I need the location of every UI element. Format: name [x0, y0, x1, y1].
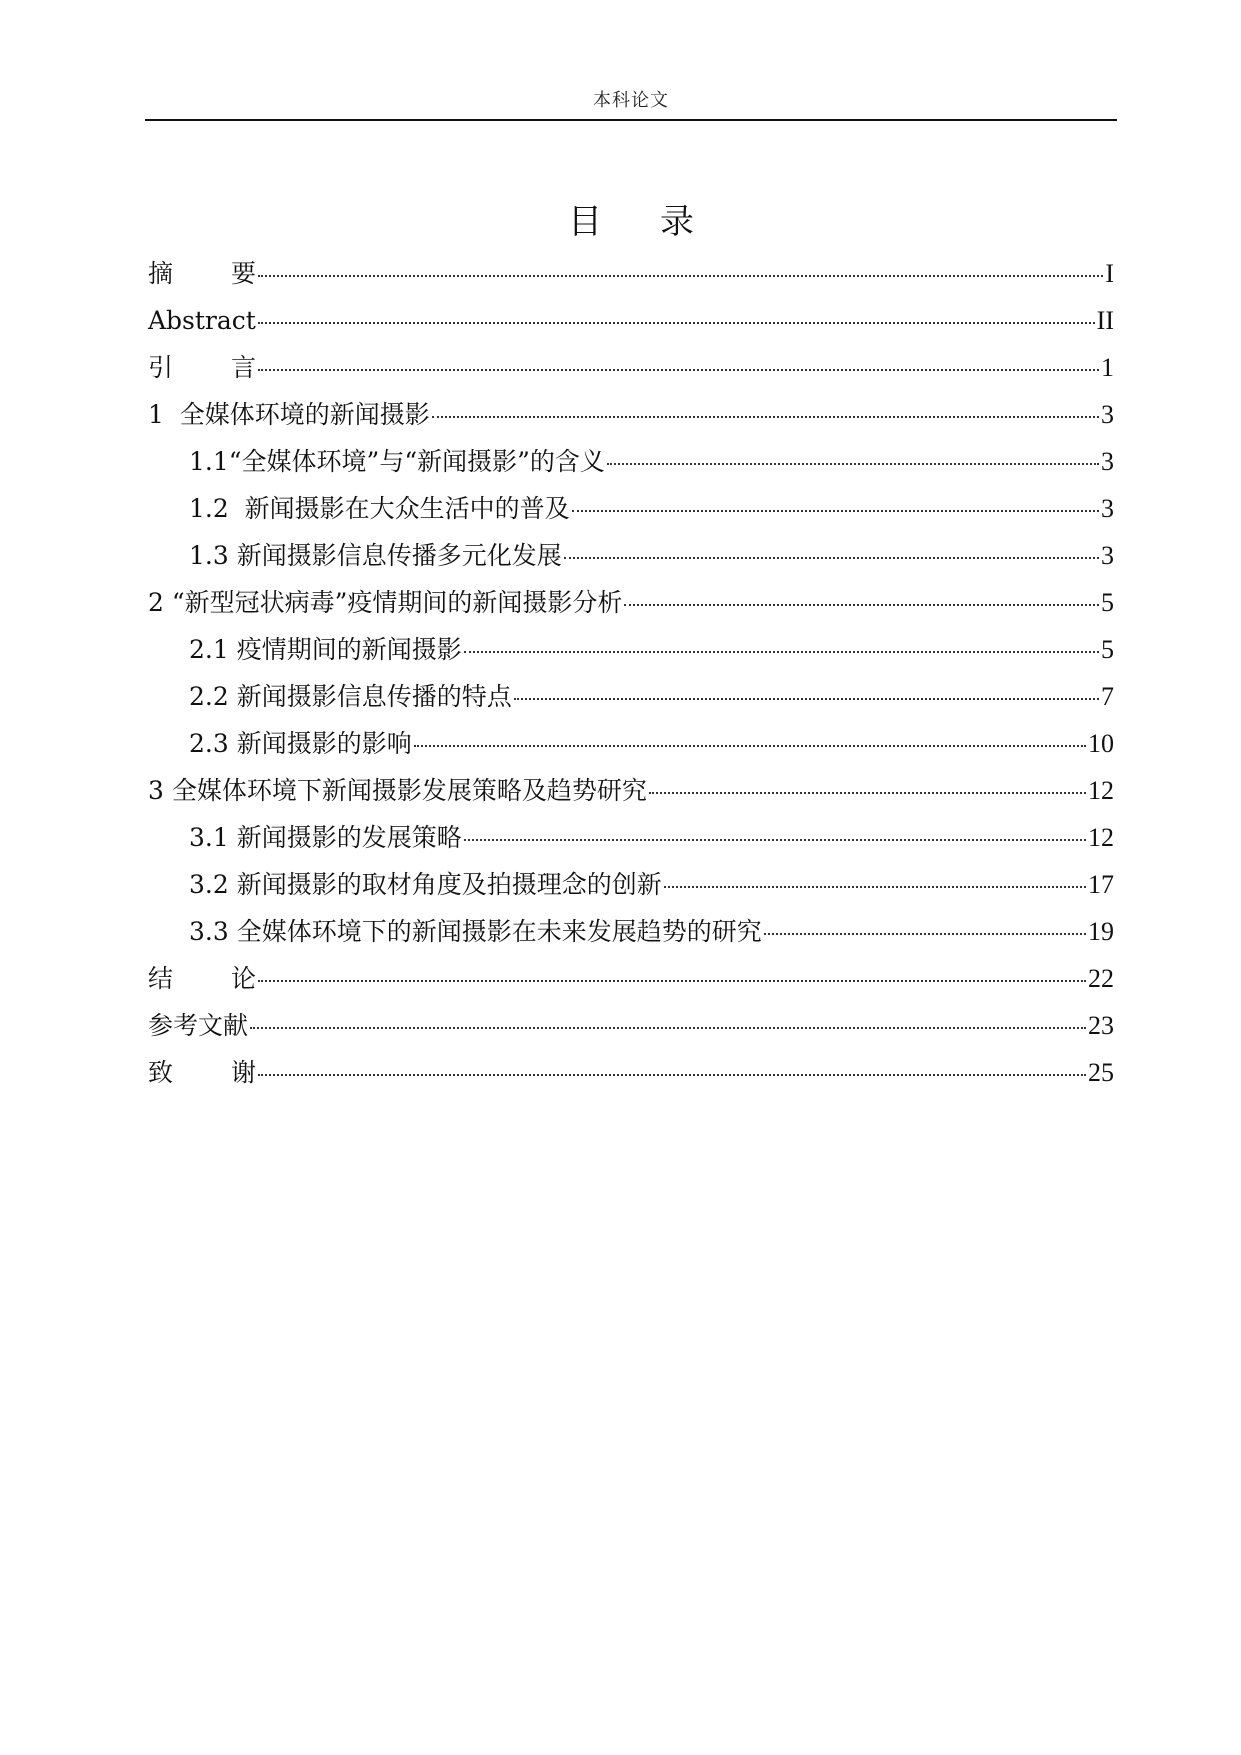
toc-entry-label: 3.3 全媒体环境下的新闻摄影在未来发展趋势的研究 — [189, 917, 762, 946]
header-rule — [145, 119, 1117, 121]
toc-entry-page: 3 — [1101, 447, 1114, 476]
toc-entry-page: I — [1105, 259, 1114, 288]
toc-dot-leader — [572, 510, 1099, 512]
toc-entry-label: 1.1“全媒体环境”与“新闻摄影”的含义 — [189, 447, 605, 476]
toc-entry-page: 10 — [1088, 729, 1114, 758]
toc-entry-page: 19 — [1088, 917, 1114, 946]
toc-entry[interactable] — [148, 720, 1114, 767]
toc-entry-page: 5 — [1101, 588, 1114, 617]
toc-entry-page: 22 — [1088, 964, 1114, 993]
toc-entry[interactable] — [148, 814, 1114, 861]
toc-dot-leader — [464, 651, 1099, 653]
toc-dot-leader — [414, 745, 1086, 747]
toc-entry[interactable] — [148, 1002, 1114, 1049]
toc-entry[interactable] — [148, 861, 1114, 908]
toc-entry-label: 2.3 新闻摄影的影响 — [189, 729, 412, 758]
toc-entry-page: 3 — [1101, 541, 1114, 570]
toc-entry-label: Abstract — [148, 306, 256, 335]
toc-dot-leader — [258, 275, 1103, 277]
toc-entry-page: 12 — [1088, 823, 1114, 852]
toc-entry[interactable] — [148, 391, 1114, 438]
toc-list — [148, 250, 1114, 1096]
toc-dot-leader — [649, 792, 1086, 794]
toc-entry-page: 23 — [1088, 1011, 1114, 1040]
toc-entry-page: II — [1096, 306, 1114, 335]
toc-entry[interactable] — [148, 438, 1114, 485]
toc-entry-label: 1.3 新闻摄影信息传播多元化发展 — [189, 541, 562, 570]
toc-entry-label: 摘要 — [148, 259, 315, 288]
toc-entry-label: 3.2 新闻摄影的取材角度及拍摄理念的创新 — [189, 870, 662, 899]
toc-entry-label: 2.2 新闻摄影信息传播的特点 — [189, 682, 512, 711]
toc-entry-page: 17 — [1088, 870, 1114, 899]
toc-entry[interactable] — [148, 908, 1114, 955]
toc-dot-leader — [464, 839, 1086, 841]
toc-entry[interactable] — [148, 485, 1114, 532]
toc-dot-leader — [432, 416, 1099, 418]
toc-entry-page: 25 — [1088, 1058, 1114, 1087]
toc-entry-label: 2.1 疫情期间的新闻摄影 — [189, 635, 462, 664]
toc-entry-label: 参考文献 — [148, 1011, 249, 1040]
toc-entry-page: 7 — [1101, 682, 1114, 711]
toc-dot-leader — [258, 322, 1095, 324]
toc-entry[interactable] — [148, 673, 1114, 720]
toc-entry-label: 结论 — [148, 964, 315, 993]
toc-dot-leader — [624, 604, 1099, 606]
toc-dot-leader — [664, 886, 1086, 888]
toc-entry-label: 1 全媒体环境的新闻摄影 — [148, 400, 430, 429]
toc-entry-page: 3 — [1101, 400, 1114, 429]
toc-dot-leader — [258, 980, 1086, 982]
toc-entry-label: 3.1 新闻摄影的发展策略 — [189, 823, 462, 852]
toc-entry[interactable] — [148, 297, 1114, 344]
toc-entry-page: 3 — [1101, 494, 1114, 523]
toc-entry[interactable] — [148, 532, 1114, 579]
toc-dot-leader — [764, 933, 1086, 935]
toc-dot-leader — [564, 557, 1099, 559]
toc-entry[interactable] — [148, 955, 1114, 1002]
toc-entry[interactable] — [148, 767, 1114, 814]
toc-entry-label: 2 “新型冠状病毒”疫情期间的新闻摄影分析 — [148, 588, 623, 617]
toc-dot-leader — [607, 463, 1099, 465]
toc-entry[interactable] — [148, 344, 1114, 391]
toc-entry-label: 3 全媒体环境下新闻摄影发展策略及趋势研究 — [148, 776, 647, 805]
toc-entry-label: 致谢 — [148, 1058, 315, 1087]
toc-title: 目录 — [568, 202, 752, 242]
toc-dot-leader — [258, 1074, 1086, 1076]
toc-entry[interactable] — [148, 250, 1114, 297]
running-header: 本科论文 — [593, 90, 669, 111]
toc-dot-leader — [250, 1027, 1086, 1029]
toc-entry[interactable] — [148, 579, 1114, 626]
toc-entry-label: 1.2 新闻摄影在大众生活中的普及 — [189, 494, 570, 523]
toc-entry[interactable] — [148, 1049, 1114, 1096]
toc-entry[interactable] — [148, 626, 1114, 673]
toc-dot-leader — [258, 369, 1099, 371]
toc-entry-page: 5 — [1101, 635, 1114, 664]
toc-entry-label: 引言 — [148, 353, 315, 382]
toc-dot-leader — [514, 698, 1099, 700]
toc-entry-page: 12 — [1088, 776, 1114, 805]
toc-entry-page: 1 — [1101, 353, 1114, 382]
